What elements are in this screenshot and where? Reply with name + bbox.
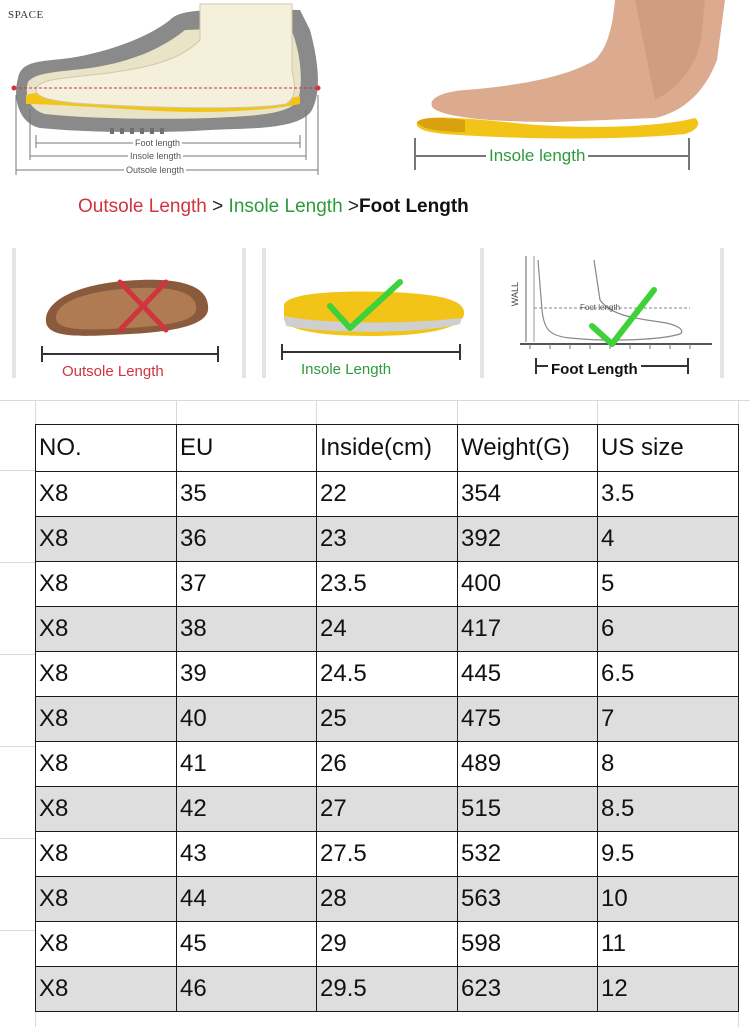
foot-length-small-label: Foot length — [580, 303, 621, 312]
cell-us-size: 6 — [598, 607, 739, 652]
table-row — [36, 832, 739, 877]
cell-eu: 44 — [177, 877, 317, 922]
cell-inside-cm: 29 — [317, 922, 458, 967]
cell-weight-g: 532 — [458, 832, 598, 877]
cell-us-size: 5 — [598, 562, 739, 607]
panel-divider — [262, 248, 266, 378]
cell-us-size: 8 — [598, 742, 739, 787]
cell-inside-cm: 28 — [317, 877, 458, 922]
cell-weight-g: 598 — [458, 922, 598, 967]
cell-inside-cm: 26 — [317, 742, 458, 787]
cell-eu: 38 — [177, 607, 317, 652]
sheet-gridline — [0, 562, 35, 563]
cell-eu: 41 — [177, 742, 317, 787]
cell-inside-cm: 23 — [317, 517, 458, 562]
cell-inside-cm: 27 — [317, 787, 458, 832]
cell-inside-cm: 24 — [317, 607, 458, 652]
cell-inside-cm: 29.5 — [317, 967, 458, 1012]
outsole-graphic — [20, 260, 240, 380]
cell-weight-g: 623 — [458, 967, 598, 1012]
cell-no: X8 — [36, 517, 177, 562]
insole-length-label: Insole Length — [301, 361, 392, 378]
header-weight-g: Weight(G) — [458, 425, 598, 472]
table-row — [36, 562, 739, 607]
cell-weight-g: 475 — [458, 697, 598, 742]
table-row — [36, 697, 739, 742]
cell-us-size: 9.5 — [598, 832, 739, 877]
header-no: NO. — [36, 425, 177, 472]
cell-us-size: 6.5 — [598, 652, 739, 697]
header-inside-cm: Inside(cm) — [317, 425, 458, 472]
cell-inside-cm: 27.5 — [317, 832, 458, 877]
panel-divider — [242, 248, 246, 378]
size-chart-table — [35, 424, 739, 1012]
cell-eu: 45 — [177, 922, 317, 967]
cell-eu: 40 — [177, 697, 317, 742]
panel-divider — [720, 248, 724, 378]
cell-weight-g: 417 — [458, 607, 598, 652]
table-row — [36, 967, 739, 1012]
cell-us-size: 7 — [598, 697, 739, 742]
shoe-cross-section-diagram — [0, 0, 330, 185]
cell-weight-g: 445 — [458, 652, 598, 697]
wall-label: WALL — [510, 282, 520, 307]
insole-length-photo-label: Insole length — [486, 146, 588, 166]
cell-weight-g: 563 — [458, 877, 598, 922]
sheet-gridline — [316, 400, 317, 424]
cell-inside-cm: 25 — [317, 697, 458, 742]
outsole-length-dimension-label: Outsole length — [126, 165, 185, 175]
cell-us-size: 10 — [598, 877, 739, 922]
comparison-insole: Insole Length — [228, 196, 343, 217]
length-comparison-line — [78, 196, 469, 218]
cell-us-size: 8.5 — [598, 787, 739, 832]
foot-length-label: Foot Length — [548, 361, 641, 378]
cell-no: X8 — [36, 562, 177, 607]
sheet-gridline — [176, 400, 177, 424]
cell-no: X8 — [36, 877, 177, 922]
cell-weight-g: 515 — [458, 787, 598, 832]
cell-weight-g: 400 — [458, 562, 598, 607]
cell-eu: 39 — [177, 652, 317, 697]
sheet-gridline — [0, 930, 35, 931]
foot-length-dimension-label: Foot length — [135, 138, 181, 148]
comparison-separator: > — [212, 196, 224, 217]
outsole-panel — [20, 260, 240, 380]
sheet-gridline — [597, 400, 598, 424]
cell-weight-g: 392 — [458, 517, 598, 562]
table-row — [36, 517, 739, 562]
cell-eu: 36 — [177, 517, 317, 562]
sheet-gridline — [0, 470, 35, 471]
table-row — [36, 472, 739, 517]
sheet-gridline — [457, 400, 458, 424]
header-us-size: US size — [598, 425, 739, 472]
cell-no: X8 — [36, 472, 177, 517]
foot-on-insole-photo — [405, 0, 750, 180]
comparison-foot: Foot Length — [359, 196, 469, 217]
cell-inside-cm: 22 — [317, 472, 458, 517]
cell-weight-g: 354 — [458, 472, 598, 517]
sheet-gridline — [0, 400, 750, 401]
cell-no: X8 — [36, 742, 177, 787]
table-row — [36, 742, 739, 787]
sheet-gridline — [0, 838, 35, 839]
cell-us-size: 3.5 — [598, 472, 739, 517]
cell-no: X8 — [36, 697, 177, 742]
header-eu: EU — [177, 425, 317, 472]
cell-no: X8 — [36, 967, 177, 1012]
cell-us-size: 11 — [598, 922, 739, 967]
cell-us-size: 4 — [598, 517, 739, 562]
cell-eu: 37 — [177, 562, 317, 607]
cell-weight-g: 489 — [458, 742, 598, 787]
sheet-gridline — [0, 746, 35, 747]
insole-length-dimension-label: Insole length — [130, 151, 182, 161]
cell-no: X8 — [36, 922, 177, 967]
panel-divider — [480, 248, 484, 378]
table-row — [36, 922, 739, 967]
outsole-length-label: Outsole Length — [62, 363, 164, 380]
cell-eu: 35 — [177, 472, 317, 517]
table-header-row — [36, 425, 739, 472]
cell-no: X8 — [36, 652, 177, 697]
cell-eu: 43 — [177, 832, 317, 877]
table-row — [36, 652, 739, 697]
table-body — [36, 472, 739, 1012]
comparison-outsole: Outsole Length — [78, 196, 207, 217]
comparison-separator: > — [347, 196, 360, 217]
sheet-gridline — [0, 654, 35, 655]
space-label: SPACE — [8, 9, 44, 21]
cell-no: X8 — [36, 607, 177, 652]
cell-eu: 42 — [177, 787, 317, 832]
cell-no: X8 — [36, 787, 177, 832]
table-row — [36, 877, 739, 922]
table-row — [36, 607, 739, 652]
panel-divider — [12, 248, 16, 378]
cell-no: X8 — [36, 832, 177, 877]
cell-eu: 46 — [177, 967, 317, 1012]
cell-inside-cm: 24.5 — [317, 652, 458, 697]
cell-us-size: 12 — [598, 967, 739, 1012]
cell-inside-cm: 23.5 — [317, 562, 458, 607]
table-row — [36, 787, 739, 832]
